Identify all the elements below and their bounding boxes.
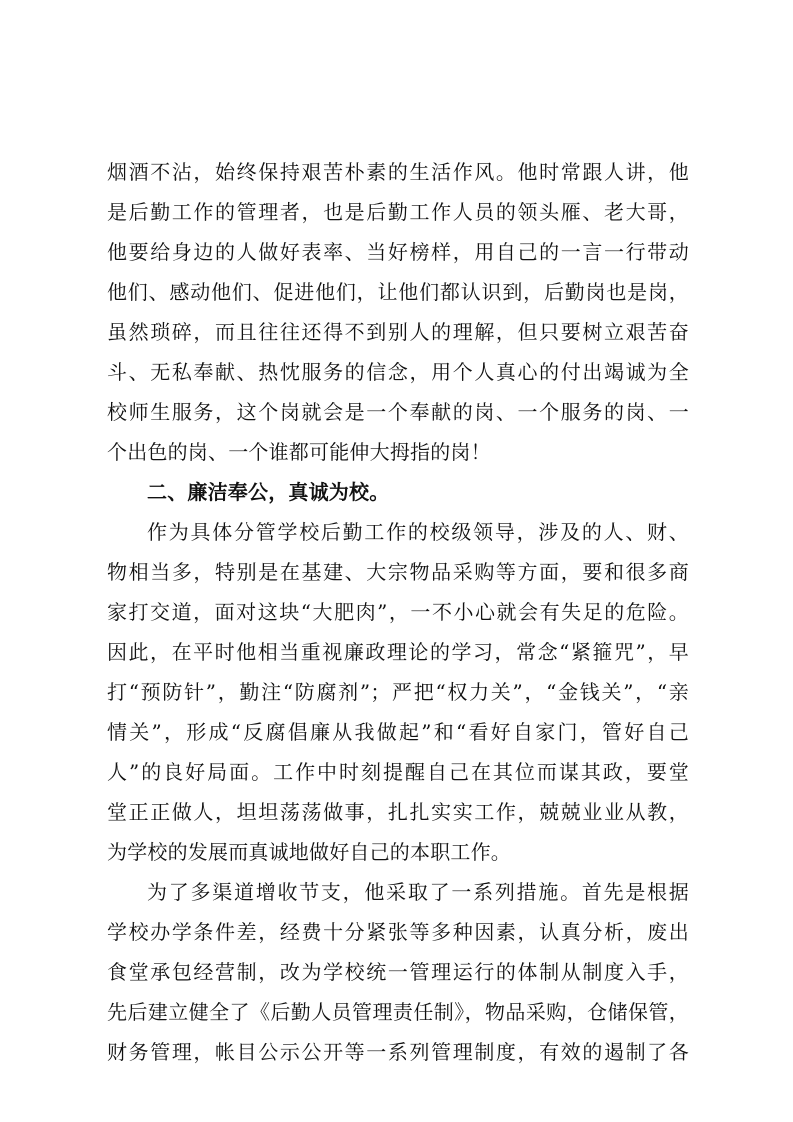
text-line: 因此，在平时他相当重视廉政理论的学习，常念“紧箍咒”，早 bbox=[107, 640, 689, 664]
text-line: 财务管理，帐目公示公开等一系列管理制度，有效的遏制了各 bbox=[107, 1040, 689, 1064]
section-heading: 二、廉洁奉公，真诚为校。 bbox=[147, 480, 390, 504]
text-line: 他们、感动他们、促进他们，让他们都认识到，后勤岗也是岗， bbox=[107, 280, 689, 304]
text-line: 校师生服务，这个岗就会是一个奉献的岗、一个服务的岗、一 bbox=[107, 400, 689, 424]
body-text bbox=[107, 152, 689, 1072]
text-line: 食堂承包经营制，改为学校统一管理运行的体制从制度入手， bbox=[107, 960, 689, 984]
text-line: 情关”，形成“反腐倡廉从我做起”和“看好自家门，管好自己 bbox=[107, 720, 689, 744]
text-line: 他要给身边的人做好表率、当好榜样，用自己的一言一行带动 bbox=[107, 240, 689, 264]
text-line: 人”的良好局面。工作中时刻提醒自己在其位而谋其政，要堂 bbox=[107, 760, 689, 784]
text-line: 学校办学条件差，经费十分紧张等多种因素，认真分析，废出 bbox=[107, 920, 689, 944]
text-line: 物相当多，特别是在基建、大宗物品采购等方面，要和很多商 bbox=[107, 560, 689, 584]
text-line: 打“预防针”，勤注“防腐剂”；严把“权力关”，“金钱关”，“亲 bbox=[107, 680, 689, 704]
text-line: 堂正正做人，坦坦荡荡做事，扎扎实实工作，兢兢业业从教， bbox=[107, 800, 689, 824]
text-line: 是后勤工作的管理者，也是后勤工作人员的领头雁、老大哥， bbox=[107, 200, 689, 224]
text-line: 为学校的发展而真诚地做好自己的本职工作。 bbox=[107, 840, 511, 864]
text-line: 个出色的岗、一个谁都可能伸大拇指的岗！ bbox=[107, 440, 491, 464]
text-line: 虽然琐碎，而且往往还得不到别人的理解，但只要树立艰苦奋 bbox=[107, 320, 689, 344]
text-line: 斗、无私奉献、热忱服务的信念，用个人真心的付出竭诚为全 bbox=[107, 360, 689, 384]
text-line: 为了多渠道增收节支，他采取了一系列措施。首先是根据 bbox=[147, 880, 689, 904]
text-line: 家打交道，面对这块“大肥肉”，一不小心就会有失足的危险。 bbox=[107, 600, 689, 624]
text-line: 作为具体分管学校后勤工作的校级领导，涉及的人、财、 bbox=[147, 520, 689, 544]
text-line: 烟酒不沾，始终保持艰苦朴素的生活作风。他时常跟人讲，他 bbox=[107, 160, 689, 184]
text-line: 先后建立健全了《后勤人员管理责任制》，物品采购，仓储保管， bbox=[107, 1000, 689, 1024]
